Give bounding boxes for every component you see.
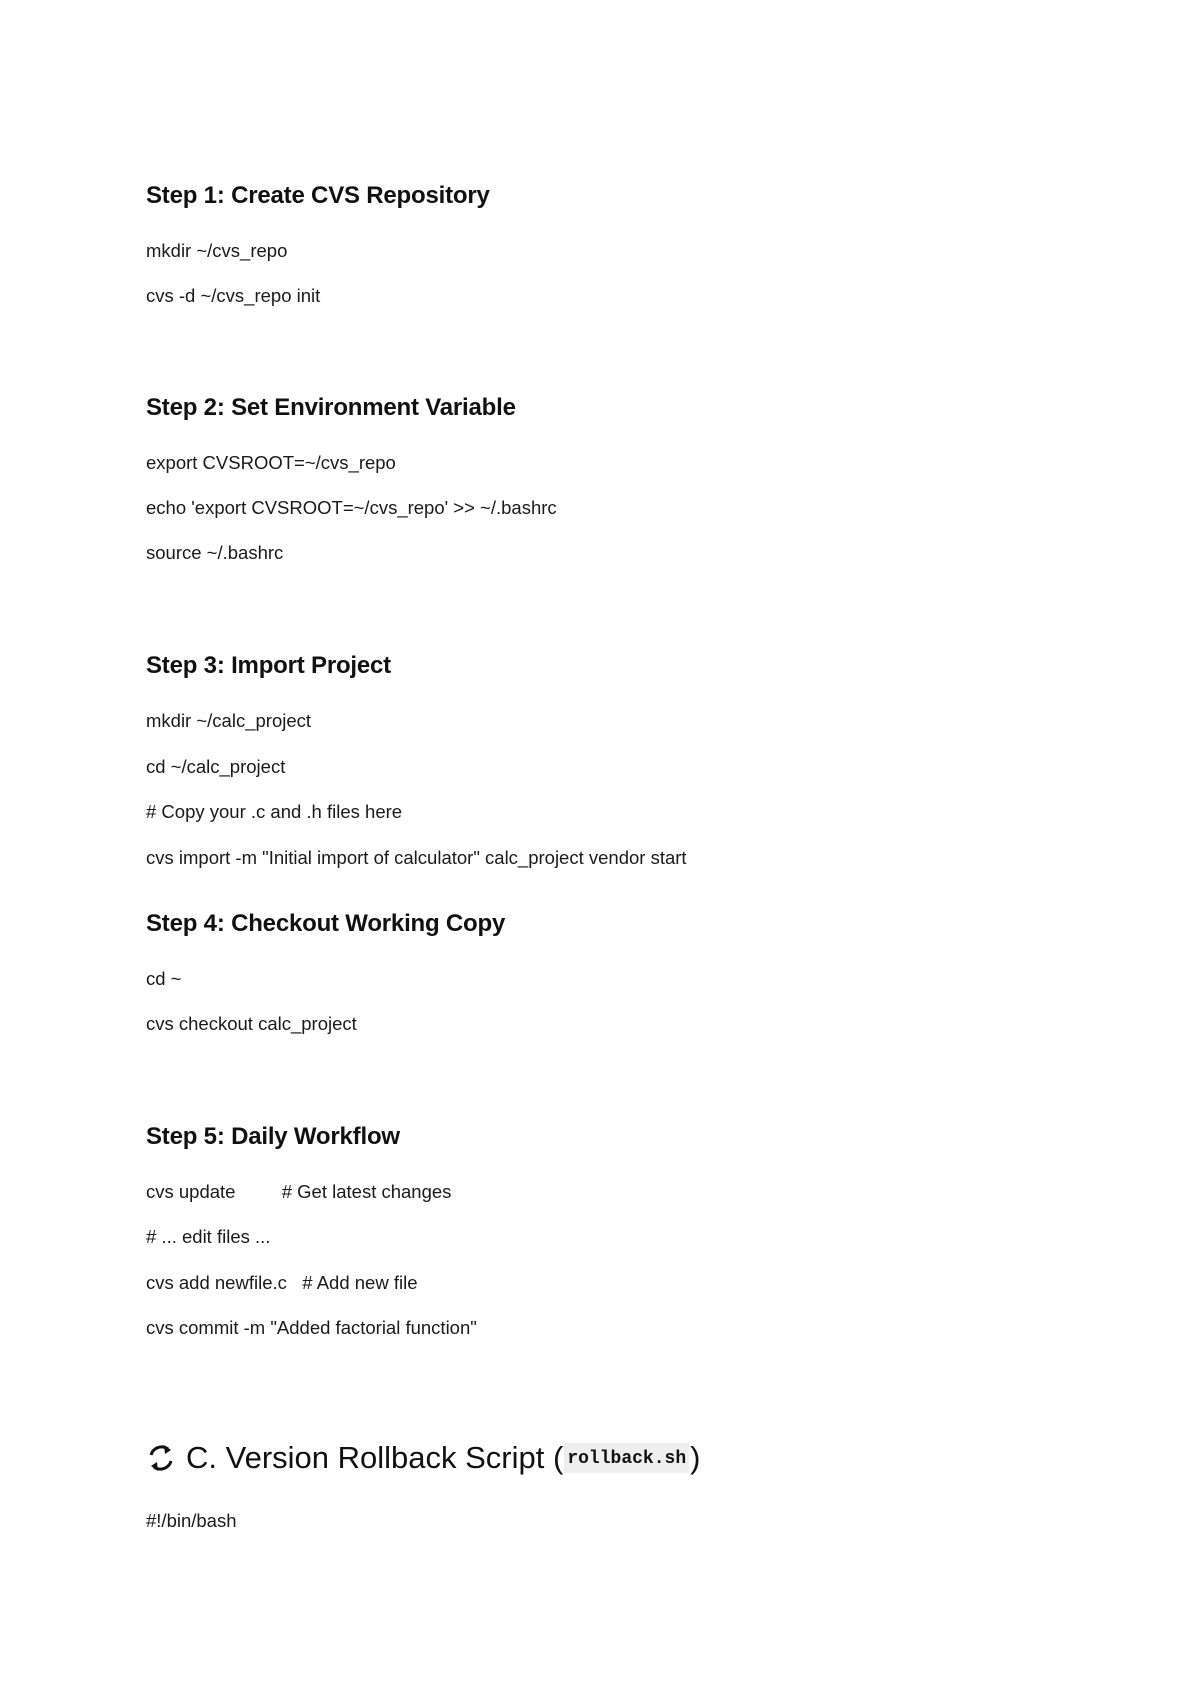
step-3-line-1: mkdir ~/calc_project [146, 710, 312, 731]
step-4-line-1: cd ~ [146, 968, 182, 989]
rollback-filename-code: rollback.sh [564, 1443, 689, 1473]
step-1-heading: Step 1: Create CVS Repository [146, 182, 490, 209]
step-3-line-2: cd ~/calc_project [146, 756, 286, 777]
step-2-heading: Step 2: Set Environment Variable [146, 394, 516, 421]
section-c-title-prefix: C. Version Rollback Script ( [186, 1440, 564, 1475]
step-3-line-3: # Copy your .c and .h files here [146, 801, 403, 822]
section-c-line-1: #!/bin/bash [146, 1510, 237, 1531]
step-1-line-1: mkdir ~/cvs_repo [146, 240, 288, 261]
step-5-heading: Step 5: Daily Workflow [146, 1123, 400, 1150]
section-c-heading [146, 1440, 700, 1476]
step-5-line-2: # ... edit files ... [146, 1226, 271, 1247]
step-1-line-2: cvs -d ~/cvs_repo init [146, 285, 321, 306]
sync-icon [146, 1443, 176, 1473]
step-3-line-4: cvs import -m "Initial import of calculator" calc_project vendor start [146, 847, 687, 868]
step-5-line-3: cvs add newfile.c # Add new file [146, 1272, 418, 1293]
step-5-line-1: cvs update # Get latest changes [146, 1181, 452, 1202]
step-4-line-2: cvs checkout calc_project [146, 1013, 357, 1034]
step-2-line-1: export CVSROOT=~/cvs_repo [146, 452, 396, 473]
section-c-title-suffix: ) [690, 1440, 701, 1475]
step-5-line-4: cvs commit -m "Added factorial function" [146, 1317, 477, 1338]
step-2-line-3: source ~/.bashrc [146, 542, 284, 563]
step-2-line-2: echo 'export CVSROOT=~/cvs_repo' >> ~/.bashrc [146, 497, 557, 518]
step-3-heading: Step 3: Import Project [146, 652, 391, 679]
step-4-heading: Step 4: Checkout Working Copy [146, 910, 506, 937]
